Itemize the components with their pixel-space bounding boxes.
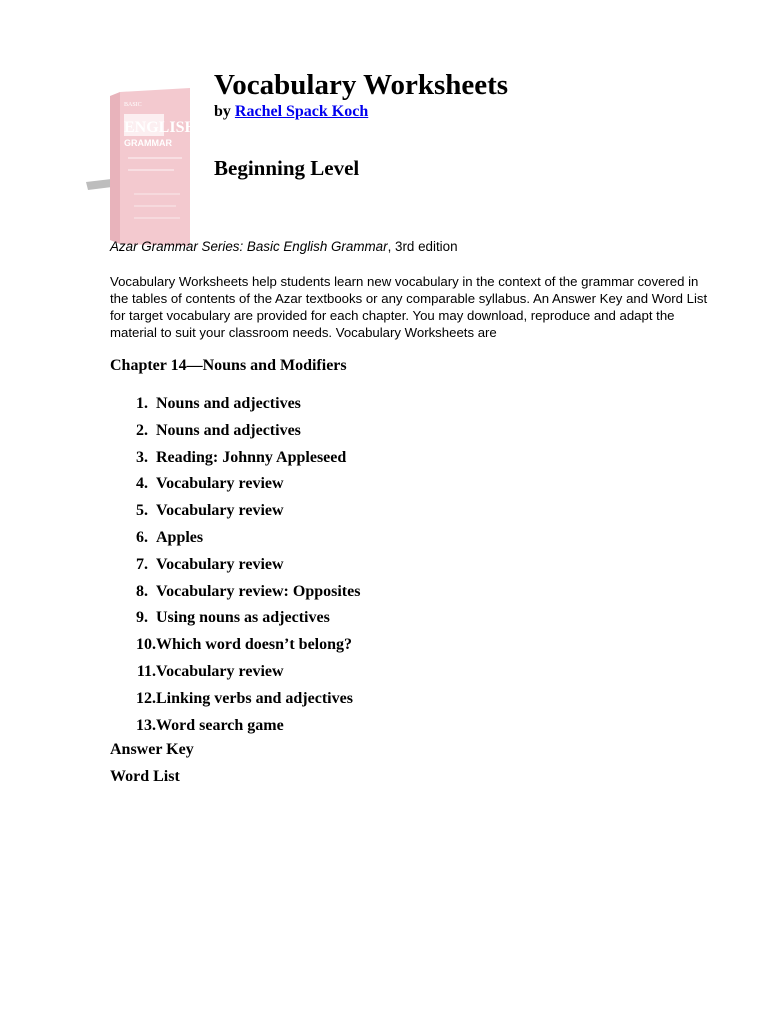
list-item[interactable]: 5. Vocabulary review (136, 502, 284, 520)
list-item[interactable]: 9. Using nouns as adjectives (136, 609, 330, 627)
book-cover-image (84, 86, 214, 248)
worksheet-list (110, 392, 360, 740)
intro-paragraph: Vocabulary Worksheets help students learn new vocabulary in the context of the grammar covered in the tables of contents of the Azar textbooks or any comparable syllabus. An Answer Key and Word List for target vocabulary are provided for each chapter. You may download, reproduce and adapt the material to suit your classroom needs. Vocabulary Worksheets are (110, 274, 708, 340)
list-item[interactable]: 13. Word search game (136, 716, 284, 734)
book-word-grammar: GRAMMAR (124, 138, 172, 148)
list-item[interactable]: 12. Linking verbs and adjectives (136, 689, 353, 707)
list-item[interactable]: 7. Vocabulary review (136, 555, 284, 573)
series-edition: , 3rd edition (387, 239, 458, 254)
list-item[interactable]: 6. Apples (136, 528, 204, 546)
book-spine (110, 92, 120, 244)
series-title: Azar Grammar Series: Basic English Grammar (110, 239, 388, 254)
byline-prefix: by (214, 103, 235, 120)
page-title: Vocabulary Worksheets (214, 69, 509, 101)
series-line (110, 239, 458, 254)
list-item[interactable]: 3. Reading: Johnny Appleseed (136, 448, 347, 466)
answer-key-item[interactable]: Answer Key (110, 741, 194, 758)
list-item[interactable]: 4. Vocabulary review (136, 475, 284, 493)
book-brand-small: BASIC (124, 102, 142, 108)
level-heading: Beginning Level (214, 156, 360, 180)
word-list-item[interactable]: Word List (110, 768, 180, 785)
author-link[interactable]: Rachel Spack Koch (234, 103, 369, 120)
list-item[interactable]: 8. Vocabulary review: Opposites (136, 582, 361, 600)
list-item[interactable]: 10. Which word doesn’t belong? (136, 636, 353, 654)
list-item[interactable]: 2. Nouns and adjectives (136, 421, 301, 439)
list-item[interactable]: 11. Vocabulary review (136, 662, 284, 680)
byline (214, 103, 368, 121)
book-word-english: ENGLISH (124, 119, 197, 136)
chapter-heading: Chapter 14—Nouns and Modifiers (110, 357, 347, 374)
list-item[interactable]: 1. Nouns and adjectives (136, 395, 301, 412)
book-front (120, 88, 190, 246)
